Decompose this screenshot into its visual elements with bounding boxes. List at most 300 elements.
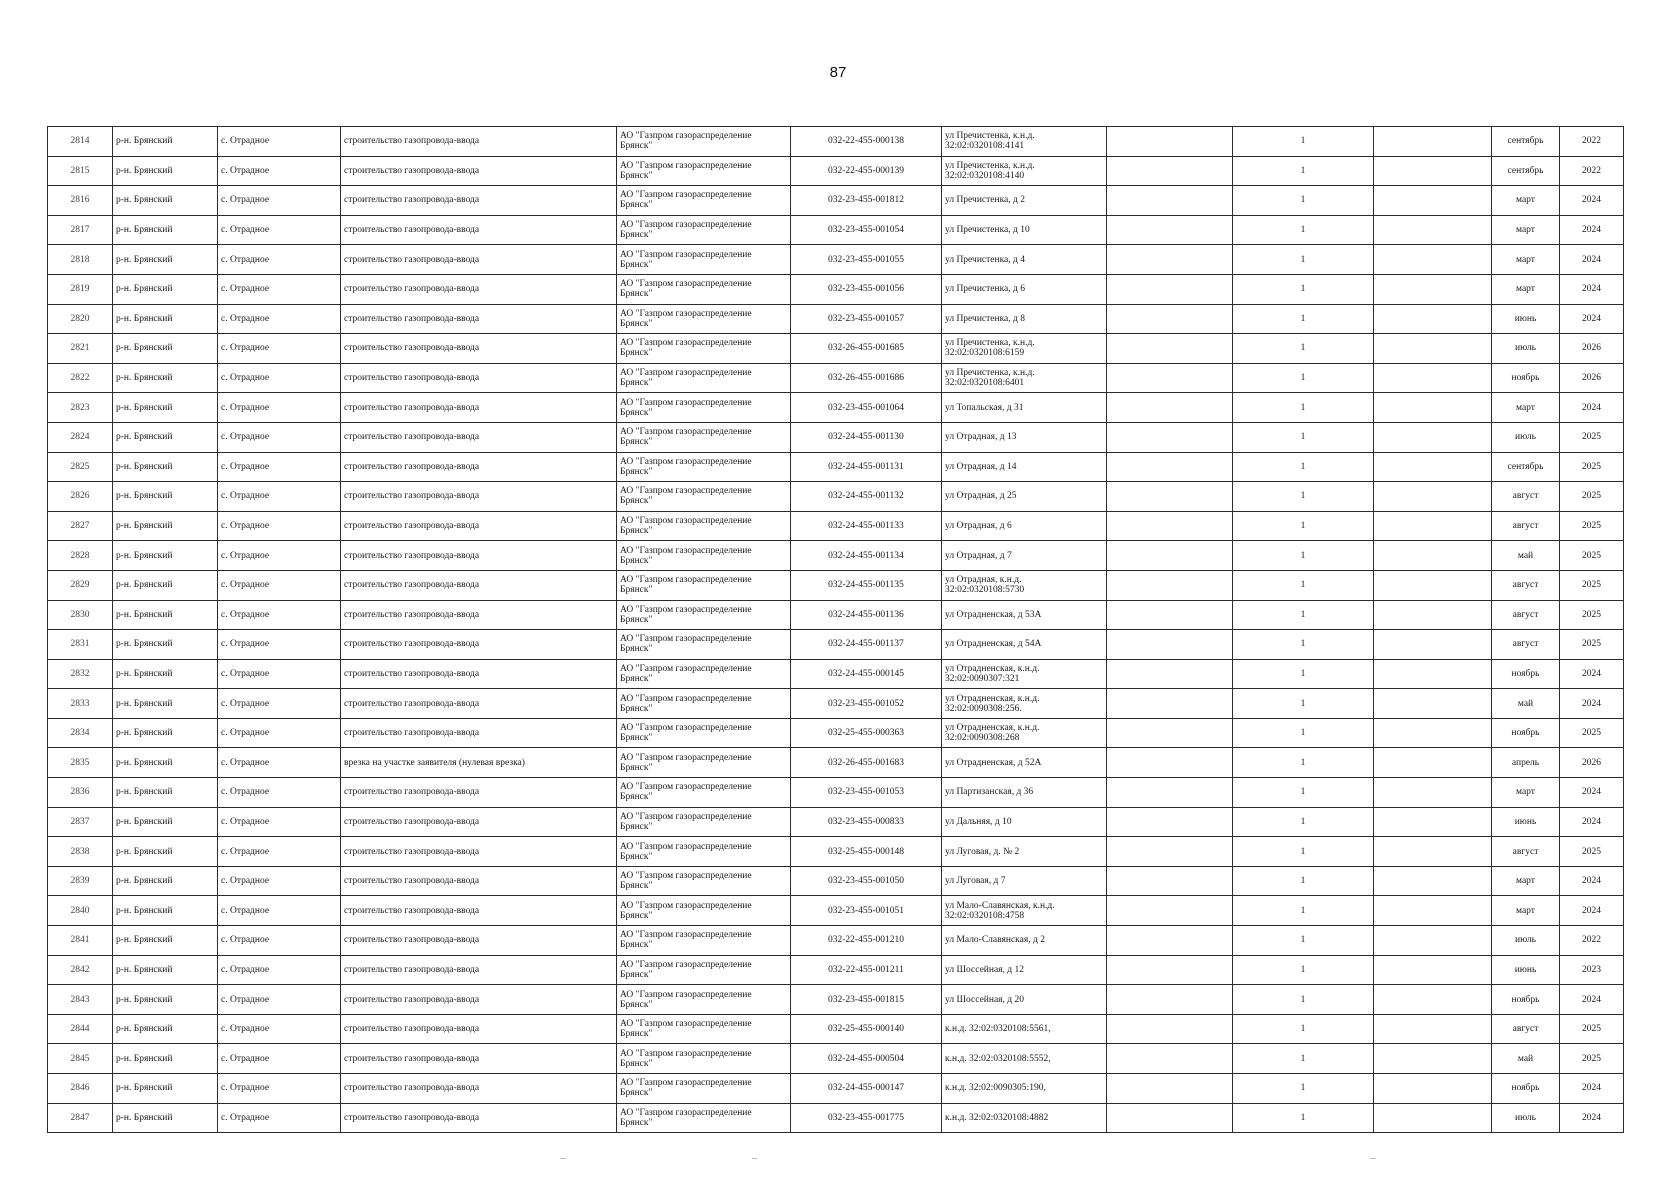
organization-line: Брянск"	[620, 999, 653, 1010]
row-number: 2815	[48, 156, 113, 186]
year-cell: 2024	[1560, 778, 1624, 808]
year-cell: 2025	[1560, 718, 1624, 748]
address-line: 32:02:0320108:6401	[945, 378, 1025, 389]
organization-cell	[617, 304, 791, 334]
month-cell: ноябрь	[1492, 1074, 1560, 1104]
organization-line: Брянск"	[620, 437, 653, 448]
district-cell: р-н. Брянский	[113, 630, 218, 660]
empty-cell	[1374, 718, 1492, 748]
request-code-cell: 032-23-455-001056	[791, 274, 942, 304]
empty-cell	[1374, 511, 1492, 541]
empty-cell	[1107, 304, 1233, 334]
quantity-cell: 1	[1233, 630, 1374, 660]
empty-cell	[1107, 955, 1233, 985]
empty-cell	[1107, 393, 1233, 423]
address-line: ул Пречистенка, д 10	[945, 225, 1030, 236]
village-cell: с. Отрадное	[218, 393, 341, 423]
organization-line: Брянск"	[620, 555, 653, 566]
month-cell: май	[1492, 1044, 1560, 1074]
month-cell: март	[1492, 896, 1560, 926]
work-type-cell: строительство газопровода-ввода	[341, 393, 617, 423]
year-cell: 2024	[1560, 1103, 1624, 1133]
district-cell: р-н. Брянский	[113, 570, 218, 600]
address-line: 32:02:0090308:268	[945, 733, 1020, 744]
row-number: 2846	[48, 1074, 113, 1104]
work-type-cell: строительство газопровода-ввода	[341, 215, 617, 245]
district-cell: р-н. Брянский	[113, 156, 218, 186]
year-cell: 2024	[1560, 659, 1624, 689]
organization-line: АО "Газпром газораспределение	[620, 634, 752, 645]
work-type-cell: строительство газопровода-ввода	[341, 807, 617, 837]
empty-cell	[1107, 1014, 1233, 1044]
row-number: 2818	[48, 245, 113, 275]
organization-line: АО "Газпром газораспределение	[620, 900, 752, 911]
scan-mark	[560, 1158, 566, 1159]
organization-cell	[617, 866, 791, 896]
organization-line: АО "Газпром газораспределение	[620, 160, 752, 171]
month-cell: июль	[1492, 1103, 1560, 1133]
district-cell: р-н. Брянский	[113, 718, 218, 748]
work-type-cell: строительство газопровода-ввода	[341, 600, 617, 630]
empty-cell	[1374, 304, 1492, 334]
organization-cell	[617, 748, 791, 778]
address-cell	[942, 127, 1107, 157]
organization-line: АО "Газпром газораспределение	[620, 782, 752, 793]
empty-cell	[1107, 1103, 1233, 1133]
village-cell: с. Отрадное	[218, 630, 341, 660]
request-code-cell: 032-23-455-001812	[791, 186, 942, 216]
village-cell: с. Отрадное	[218, 718, 341, 748]
request-code-cell: 032-23-455-001050	[791, 866, 942, 896]
organization-line: АО "Газпром газораспределение	[620, 486, 752, 497]
empty-cell	[1107, 156, 1233, 186]
address-line: 32:02:0320108:4141	[945, 141, 1025, 152]
work-type-cell: строительство газопровода-ввода	[341, 156, 617, 186]
village-cell: с. Отрадное	[218, 985, 341, 1015]
organization-line: Брянск"	[620, 170, 653, 181]
village-cell: с. Отрадное	[218, 452, 341, 482]
organization-line: АО "Газпром газораспределение	[620, 456, 752, 467]
work-type-cell: строительство газопровода-ввода	[341, 1044, 617, 1074]
organization-line: Брянск"	[620, 703, 653, 714]
village-cell: с. Отрадное	[218, 274, 341, 304]
quantity-cell: 1	[1233, 304, 1374, 334]
organization-cell	[617, 541, 791, 571]
organization-line: Брянск"	[620, 526, 653, 537]
organization-cell	[617, 926, 791, 956]
district-cell: р-н. Брянский	[113, 807, 218, 837]
table-row	[48, 482, 1624, 512]
table-row	[48, 304, 1624, 334]
year-cell: 2024	[1560, 896, 1624, 926]
table-row	[48, 1044, 1624, 1074]
work-type-cell: строительство газопровода-ввода	[341, 985, 617, 1015]
district-cell: р-н. Брянский	[113, 127, 218, 157]
address-cell	[942, 393, 1107, 423]
address-line: к.н.д. 32:02:0320108:5561,	[945, 1024, 1051, 1035]
district-cell: р-н. Брянский	[113, 422, 218, 452]
month-cell: май	[1492, 541, 1560, 571]
empty-cell	[1374, 1014, 1492, 1044]
organization-cell	[617, 630, 791, 660]
table-row	[48, 570, 1624, 600]
year-cell: 2025	[1560, 630, 1624, 660]
page-number: 87	[829, 64, 847, 81]
table-row	[48, 422, 1624, 452]
table-body	[48, 127, 1624, 1133]
organization-cell	[617, 156, 791, 186]
village-cell: с. Отрадное	[218, 541, 341, 571]
month-cell: ноябрь	[1492, 985, 1560, 1015]
address-cell	[942, 482, 1107, 512]
empty-cell	[1107, 245, 1233, 275]
organization-line: Брянск"	[620, 851, 653, 862]
month-cell: сентябрь	[1492, 156, 1560, 186]
quantity-cell: 1	[1233, 570, 1374, 600]
address-line: ул Пречистенка, к.н.д.	[945, 131, 1035, 142]
empty-cell	[1374, 541, 1492, 571]
organization-cell	[617, 807, 791, 837]
work-type-cell: строительство газопровода-ввода	[341, 541, 617, 571]
request-code-cell: 032-23-455-001057	[791, 304, 942, 334]
village-cell: с. Отрадное	[218, 1044, 341, 1074]
organization-line: АО "Газпром газораспределение	[620, 693, 752, 704]
table-row	[48, 156, 1624, 186]
row-number: 2840	[48, 896, 113, 926]
organization-line: АО "Газпром газораспределение	[620, 368, 752, 379]
quantity-cell: 1	[1233, 1044, 1374, 1074]
year-cell: 2025	[1560, 422, 1624, 452]
organization-line: АО "Газпром газораспределение	[620, 989, 752, 1000]
row-number: 2831	[48, 630, 113, 660]
quantity-cell: 1	[1233, 186, 1374, 216]
request-code-cell: 032-24-455-001136	[791, 600, 942, 630]
row-number: 2817	[48, 215, 113, 245]
row-number: 2841	[48, 926, 113, 956]
empty-cell	[1374, 866, 1492, 896]
organization-line: Брянск"	[620, 407, 653, 418]
address-line: ул Отрадненская, к.н.д.	[945, 693, 1040, 704]
year-cell: 2024	[1560, 1074, 1624, 1104]
empty-cell	[1107, 1044, 1233, 1074]
request-code-cell: 032-24-455-001137	[791, 630, 942, 660]
organization-cell	[617, 127, 791, 157]
address-cell	[942, 778, 1107, 808]
work-type-cell: строительство газопровода-ввода	[341, 511, 617, 541]
village-cell: с. Отрадное	[218, 778, 341, 808]
table-row	[48, 955, 1624, 985]
request-code-cell: 032-26-455-001685	[791, 334, 942, 364]
empty-cell	[1107, 600, 1233, 630]
row-number: 2827	[48, 511, 113, 541]
table-row	[48, 452, 1624, 482]
address-cell	[942, 718, 1107, 748]
empty-cell	[1374, 689, 1492, 719]
empty-cell	[1107, 363, 1233, 393]
address-cell	[942, 245, 1107, 275]
district-cell: р-н. Брянский	[113, 304, 218, 334]
row-number: 2833	[48, 689, 113, 719]
address-cell	[942, 570, 1107, 600]
address-line: ул Отрадная, д 13	[945, 432, 1017, 443]
organization-line: Брянск"	[620, 969, 653, 980]
organization-line: АО "Газпром газораспределение	[620, 279, 752, 290]
request-code-cell: 032-24-455-001134	[791, 541, 942, 571]
organization-cell	[617, 393, 791, 423]
organization-cell	[617, 1044, 791, 1074]
village-cell: с. Отрадное	[218, 600, 341, 630]
quantity-cell: 1	[1233, 393, 1374, 423]
organization-line: Брянск"	[620, 792, 653, 803]
village-cell: с. Отрадное	[218, 1014, 341, 1044]
district-cell: р-н. Брянский	[113, 393, 218, 423]
request-code-cell: 032-23-455-001055	[791, 245, 942, 275]
empty-cell	[1107, 748, 1233, 778]
address-cell	[942, 363, 1107, 393]
empty-cell	[1374, 1074, 1492, 1104]
empty-cell	[1374, 186, 1492, 216]
empty-cell	[1374, 1044, 1492, 1074]
work-type-cell: строительство газопровода-ввода	[341, 866, 617, 896]
table-row	[48, 334, 1624, 364]
year-cell: 2025	[1560, 541, 1624, 571]
address-cell	[942, 1014, 1107, 1044]
address-cell	[942, 1103, 1107, 1133]
address-cell	[942, 600, 1107, 630]
work-type-cell: врезка на участке заявителя (нулевая врезка)	[341, 748, 617, 778]
request-code-cell: 032-24-455-000504	[791, 1044, 942, 1074]
year-cell: 2024	[1560, 274, 1624, 304]
work-type-cell: строительство газопровода-ввода	[341, 896, 617, 926]
address-cell	[942, 452, 1107, 482]
address-line: ул Отрадненская, д 52А	[945, 757, 1042, 768]
organization-cell	[617, 896, 791, 926]
empty-cell	[1107, 985, 1233, 1015]
address-cell	[942, 926, 1107, 956]
empty-cell	[1374, 156, 1492, 186]
scan-mark	[1370, 1158, 1376, 1159]
row-number: 2843	[48, 985, 113, 1015]
address-cell	[942, 511, 1107, 541]
organization-line: Брянск"	[620, 762, 653, 773]
organization-cell	[617, 482, 791, 512]
organization-line: Брянск"	[620, 466, 653, 477]
organization-line: Брянск"	[620, 673, 653, 684]
address-line: 32:02:0320108:6159	[945, 348, 1025, 359]
address-line: 32:02:0090307:321	[945, 673, 1020, 684]
empty-cell	[1374, 127, 1492, 157]
address-cell	[942, 186, 1107, 216]
work-type-cell: строительство газопровода-ввода	[341, 837, 617, 867]
empty-cell	[1374, 985, 1492, 1015]
village-cell: с. Отрадное	[218, 186, 341, 216]
table-row	[48, 274, 1624, 304]
organization-cell	[617, 245, 791, 275]
empty-cell	[1107, 689, 1233, 719]
empty-cell	[1374, 482, 1492, 512]
address-cell	[942, 807, 1107, 837]
empty-cell	[1107, 541, 1233, 571]
request-code-cell: 032-26-455-001686	[791, 363, 942, 393]
organization-line: Брянск"	[620, 230, 653, 241]
village-cell: с. Отрадное	[218, 807, 341, 837]
month-cell: ноябрь	[1492, 718, 1560, 748]
village-cell: с. Отрадное	[218, 363, 341, 393]
address-line: ул Пречистенка, к.н.д.	[945, 338, 1035, 349]
district-cell: р-н. Брянский	[113, 955, 218, 985]
empty-cell	[1107, 215, 1233, 245]
row-number: 2819	[48, 274, 113, 304]
table-row	[48, 926, 1624, 956]
empty-cell	[1107, 896, 1233, 926]
request-code-cell: 032-24-455-001132	[791, 482, 942, 512]
address-cell	[942, 422, 1107, 452]
year-cell: 2023	[1560, 955, 1624, 985]
district-cell: р-н. Брянский	[113, 866, 218, 896]
village-cell: с. Отрадное	[218, 511, 341, 541]
row-number: 2829	[48, 570, 113, 600]
year-cell: 2026	[1560, 334, 1624, 364]
row-number: 2820	[48, 304, 113, 334]
empty-cell	[1374, 926, 1492, 956]
organization-line: АО "Газпром газораспределение	[620, 723, 752, 734]
empty-cell	[1374, 452, 1492, 482]
district-cell: р-н. Брянский	[113, 334, 218, 364]
quantity-cell: 1	[1233, 659, 1374, 689]
year-cell: 2024	[1560, 689, 1624, 719]
organization-line: АО "Газпром газораспределение	[620, 397, 752, 408]
address-cell	[942, 1074, 1107, 1104]
quantity-cell: 1	[1233, 452, 1374, 482]
quantity-cell: 1	[1233, 748, 1374, 778]
quantity-cell: 1	[1233, 1103, 1374, 1133]
month-cell: март	[1492, 274, 1560, 304]
table-row	[48, 393, 1624, 423]
quantity-cell: 1	[1233, 985, 1374, 1015]
organization-line: АО "Газпром газораспределение	[620, 930, 752, 941]
address-line: 32:02:0090308:256.	[945, 703, 1022, 714]
year-cell: 2025	[1560, 482, 1624, 512]
row-number: 2838	[48, 837, 113, 867]
month-cell: июль	[1492, 926, 1560, 956]
quantity-cell: 1	[1233, 955, 1374, 985]
village-cell: с. Отрадное	[218, 245, 341, 275]
organization-line: АО "Газпром газораспределение	[620, 663, 752, 674]
month-cell: апрель	[1492, 748, 1560, 778]
table-row	[48, 363, 1624, 393]
row-number: 2828	[48, 541, 113, 571]
organization-line: Брянск"	[620, 318, 653, 329]
address-line: ул Партизанская, д 36	[945, 787, 1034, 798]
district-cell: р-н. Брянский	[113, 215, 218, 245]
request-code-cell: 032-23-455-001064	[791, 393, 942, 423]
address-cell	[942, 630, 1107, 660]
table-row	[48, 689, 1624, 719]
work-type-cell: строительство газопровода-ввода	[341, 570, 617, 600]
work-type-cell: строительство газопровода-ввода	[341, 334, 617, 364]
village-cell: с. Отрадное	[218, 334, 341, 364]
empty-cell	[1374, 748, 1492, 778]
empty-cell	[1107, 452, 1233, 482]
organization-cell	[617, 985, 791, 1015]
village-cell: с. Отрадное	[218, 422, 341, 452]
district-cell: р-н. Брянский	[113, 1103, 218, 1133]
table-row	[48, 837, 1624, 867]
table-row	[48, 1103, 1624, 1133]
district-cell: р-н. Брянский	[113, 1014, 218, 1044]
row-number: 2835	[48, 748, 113, 778]
organization-line: АО "Газпром газораспределение	[620, 190, 752, 201]
address-line: ул Отрадная, д 7	[945, 550, 1012, 561]
year-cell: 2022	[1560, 127, 1624, 157]
empty-cell	[1374, 363, 1492, 393]
empty-cell	[1374, 570, 1492, 600]
village-cell: с. Отрадное	[218, 748, 341, 778]
month-cell: август	[1492, 511, 1560, 541]
table-row	[48, 1014, 1624, 1044]
district-cell: р-н. Брянский	[113, 1044, 218, 1074]
organization-cell	[617, 1074, 791, 1104]
organization-line: АО "Газпром газораспределение	[620, 811, 752, 822]
table-row	[48, 600, 1624, 630]
address-line: ул Пречистенка, д 2	[945, 195, 1025, 206]
organization-line: Брянск"	[620, 1088, 653, 1099]
organization-cell	[617, 837, 791, 867]
village-cell: с. Отрадное	[218, 570, 341, 600]
village-cell: с. Отрадное	[218, 1074, 341, 1104]
organization-cell	[617, 718, 791, 748]
work-type-cell: строительство газопровода-ввода	[341, 452, 617, 482]
request-code-cell: 032-23-455-001051	[791, 896, 942, 926]
table-row	[48, 659, 1624, 689]
request-code-cell: 032-26-455-001683	[791, 748, 942, 778]
empty-cell	[1374, 807, 1492, 837]
address-cell	[942, 541, 1107, 571]
address-line: к.н.д. 32:02:0090305:190,	[945, 1083, 1046, 1094]
address-line: ул Отрадная, д 14	[945, 461, 1017, 472]
empty-cell	[1107, 422, 1233, 452]
month-cell: май	[1492, 689, 1560, 719]
month-cell: июнь	[1492, 807, 1560, 837]
address-cell	[942, 985, 1107, 1015]
address-cell	[942, 334, 1107, 364]
address-cell	[942, 689, 1107, 719]
month-cell: август	[1492, 837, 1560, 867]
address-cell	[942, 1044, 1107, 1074]
quantity-cell: 1	[1233, 274, 1374, 304]
request-code-cell: 032-22-455-000138	[791, 127, 942, 157]
organization-cell	[617, 511, 791, 541]
organization-line: Брянск"	[620, 378, 653, 389]
district-cell: р-н. Брянский	[113, 363, 218, 393]
organization-line: Брянск"	[620, 910, 653, 921]
year-cell: 2024	[1560, 215, 1624, 245]
month-cell: август	[1492, 570, 1560, 600]
work-type-cell: строительство газопровода-ввода	[341, 422, 617, 452]
work-type-cell: строительство газопровода-ввода	[341, 718, 617, 748]
district-cell: р-н. Брянский	[113, 600, 218, 630]
village-cell: с. Отрадное	[218, 482, 341, 512]
work-type-cell: строительство газопровода-ввода	[341, 363, 617, 393]
table-row	[48, 807, 1624, 837]
address-line: 32:02:0320108:4140	[945, 170, 1025, 181]
empty-cell	[1374, 955, 1492, 985]
month-cell: июнь	[1492, 955, 1560, 985]
table-row	[48, 748, 1624, 778]
empty-cell	[1374, 245, 1492, 275]
organization-line: АО "Газпром газораспределение	[620, 1048, 752, 1059]
year-cell: 2026	[1560, 363, 1624, 393]
